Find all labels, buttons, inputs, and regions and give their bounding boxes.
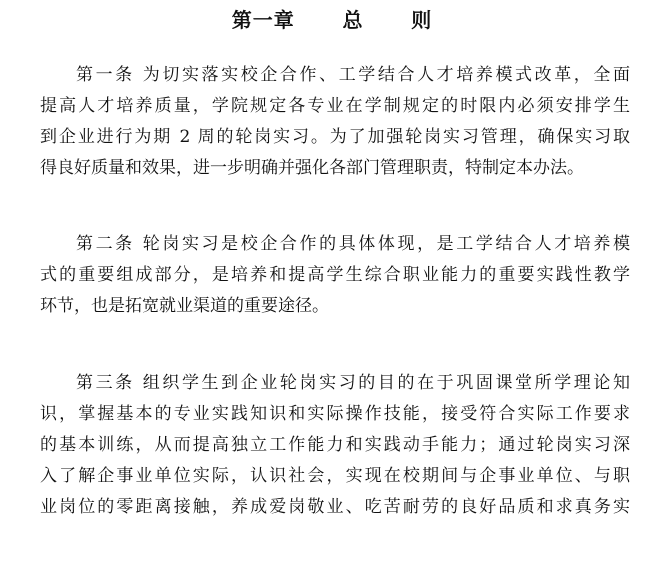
article-1-line-4: 得良好质量和效果，进一步明确并强化各部门管理职责，特制定本办法。 <box>40 158 584 178</box>
article-3-line-4: 入了解企事业单位实际，认识社会，实现在校期间与企事业单位、与职 <box>40 466 630 486</box>
article-3-line-3: 的基本训练，从而提高独立工作能力和实践动手能力；通过轮岗实习深 <box>40 435 630 455</box>
article-3-line-5: 业岗位的零距离接触，养成爱岗敬业、吃苦耐劳的良好品质和求真务实 <box>40 497 630 517</box>
article-2-line-3: 环节，也是拓宽就业渠道的重要途径。 <box>40 296 329 316</box>
article-1-line-3: 到企业进行为期 2 周的轮岗实习。为了加强轮岗实习管理，确保实习取 <box>40 127 630 147</box>
article-2-line-2: 式的重要组成部分，是培养和提高学生综合职业能力的重要实践性教学 <box>40 265 630 285</box>
article-2-paragraph <box>40 229 630 322</box>
chapter-title: 第一章 总 则 <box>231 8 433 32</box>
article-3-line-1: 第三条 组织学生到企业轮岗实习的目的在于巩固课堂所学理论知 <box>76 373 630 393</box>
article-1-paragraph <box>40 60 630 184</box>
article-1-line-2: 提高人才培养质量，学院规定各专业在学制规定的时限内必须安排学生 <box>40 96 630 116</box>
article-1-line-1: 第一条 为切实落实校企合作、工学结合人才培养模式改革，全面 <box>76 65 630 85</box>
article-2-line-1: 第二条 轮岗实习是校企合作的具体体现，是工学结合人才培养模 <box>76 234 630 254</box>
article-3-paragraph <box>40 368 630 523</box>
article-3-line-2: 识，掌握基本的专业实践知识和实际操作技能，接受符合实际工作要求 <box>40 404 630 424</box>
